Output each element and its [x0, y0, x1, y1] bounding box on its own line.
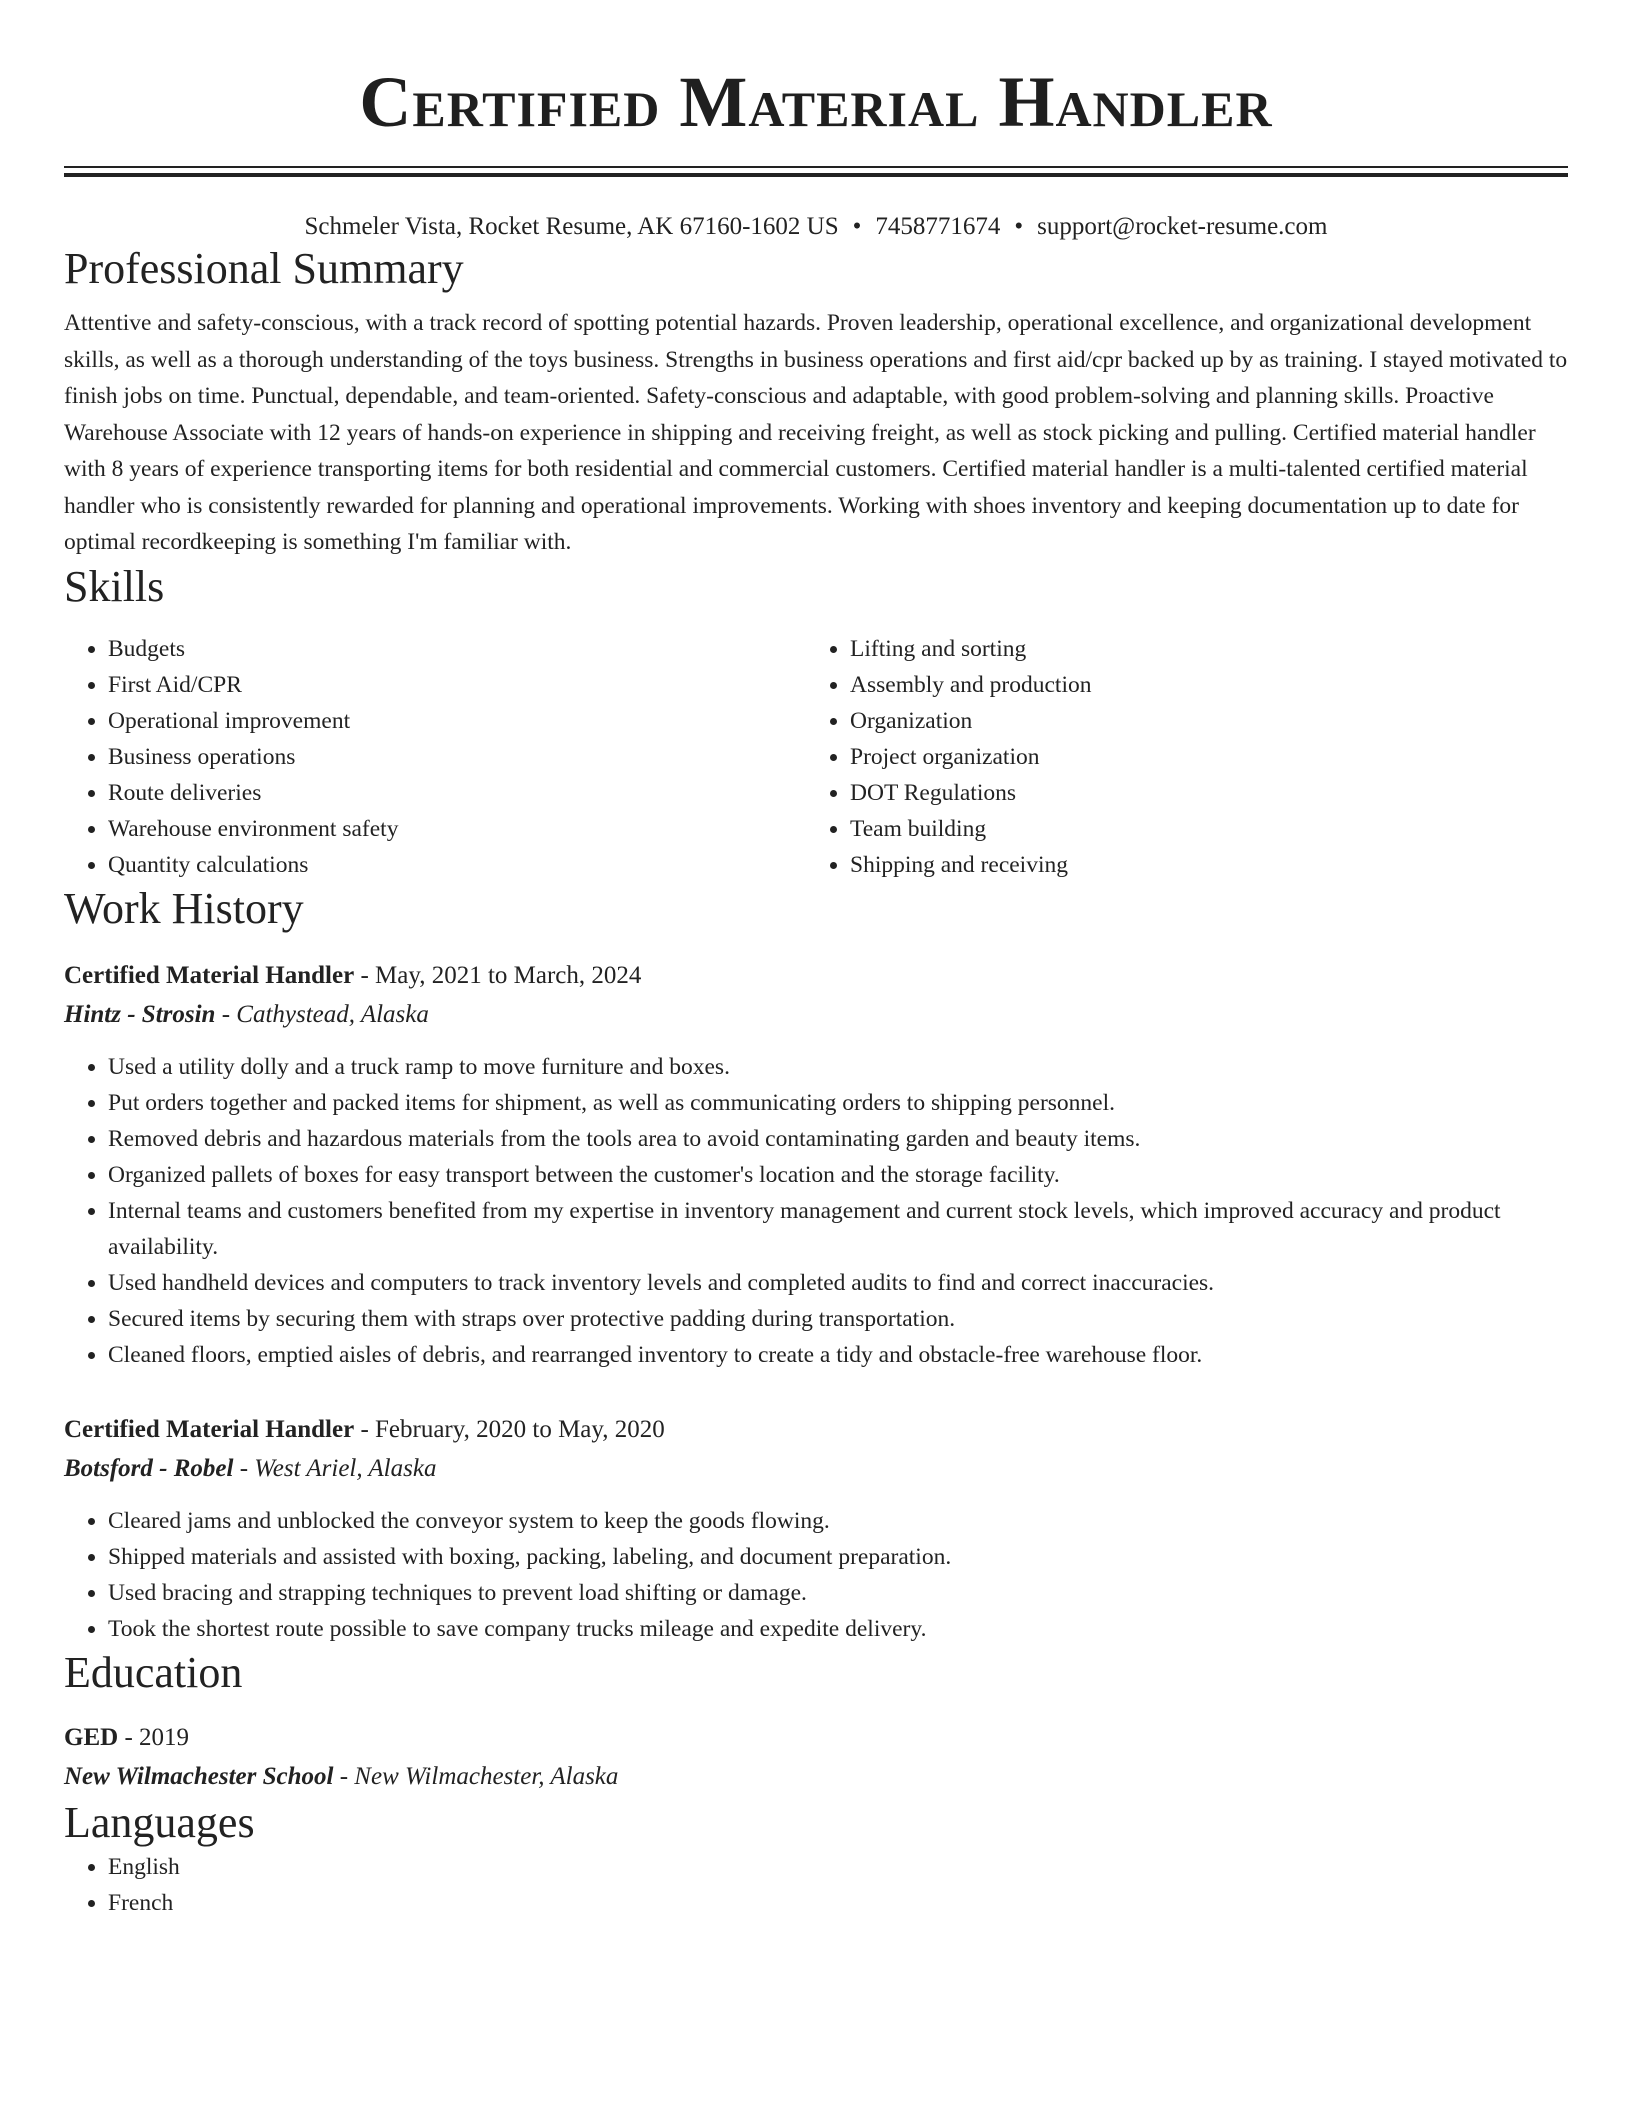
- languages-list: [64, 1849, 1568, 1921]
- skill-item: • Project organization: [850, 739, 1548, 775]
- resume-title: Certified Material Handler: [359, 62, 1273, 142]
- education-school-line: [64, 1757, 1568, 1797]
- job-duty: • Secured items by securing them with straps over protective padding during transportation.: [108, 1301, 1568, 1337]
- skill-item: • Shipping and receiving: [850, 847, 1548, 883]
- skill-item: • Business operations: [108, 739, 806, 775]
- job-duty: • Put orders together and packed items for shipment, as well as communicating orders to shipping personnel.: [108, 1085, 1568, 1121]
- skill-item: • Organization: [850, 703, 1548, 739]
- skill-item: • Lifting and sorting: [850, 631, 1548, 667]
- contact-phone: 7458771674: [875, 213, 1001, 240]
- education-location: - New Wilmachester, Alaska: [339, 1762, 619, 1790]
- job-duties-list: [64, 1503, 1568, 1647]
- resume-page: [64, 0, 1568, 1921]
- summary-heading: Professional Summary: [64, 244, 464, 293]
- job-company: Botsford - Robel: [64, 1454, 234, 1482]
- title-rule-thick: [64, 173, 1568, 177]
- skills-column-left: [64, 631, 806, 883]
- skill-item: • Warehouse environment safety: [108, 811, 806, 847]
- skill-item: • Budgets: [108, 631, 806, 667]
- job-duty: • Organized pallets of boxes for easy transport between the customer's location and the storage facility.: [108, 1157, 1568, 1193]
- skill-item: • Route deliveries: [108, 775, 806, 811]
- skill-item: • Assembly and production: [850, 667, 1548, 703]
- education-heading: Education: [64, 1647, 243, 1697]
- job-duty: • Used a utility dolly and a truck ramp to move furniture and boxes.: [108, 1049, 1568, 1085]
- job-entry: [64, 1411, 1568, 1647]
- skills-list-right: [806, 631, 1548, 883]
- job-duty: • Internal teams and customers benefited from my expertise in inventory management and current stock levels, which improved accuracy and product availability.: [108, 1193, 1568, 1265]
- summary-text: Attentive and safety-conscious, with a track record of spotting potential hazards. Proven leadership, operational excellence, and organizational development skills, as well as a thorough understanding of the toys business. Strengths in business operations and first aid/cpr backed up by as training. I stayed motivated to finish jobs on time. Punctual, dependable, and team-oriented. Safety-conscious and adaptable, with good problem-solving and planning skills. Proactive Warehouse Associate with 12 years of hands-on experience in shipping and receiving freight, as well as stock picking and pulling. Certified material handler with 8 years of experience transporting items for both residential and commercial customers. Certified material handler is a multi-talented certified material handler who is consistently rewarded for planning and operational improvements. Working with shoes inventory and keeping documentation up to date for optimal recordkeeping is something I'm familiar with.: [64, 310, 1568, 555]
- job-dates: - May, 2021 to March, 2024: [360, 961, 642, 989]
- contact-separator: •: [852, 213, 862, 240]
- job-location: - Cathystead, Alaska: [221, 1000, 429, 1028]
- skill-item: • DOT Regulations: [850, 775, 1548, 811]
- contact-address: Schmeler Vista, Rocket Resume, AK 67160-1602 US: [304, 213, 839, 240]
- skills-list-left: [64, 631, 806, 883]
- skill-item: • Operational improvement: [108, 703, 806, 739]
- contact-separator: •: [1014, 213, 1024, 240]
- job-duty: • Cleaned floors, emptied aisles of debris, and rearranged inventory to create a tidy and obstacle-free warehouse floor.: [108, 1337, 1568, 1373]
- job-title: Certified Material Handler: [64, 1415, 355, 1443]
- skills-column-right: [806, 631, 1548, 883]
- skills-columns: [64, 631, 1568, 883]
- job-duty: • Removed debris and hazardous materials from the tools area to avoid contaminating garden and beauty items.: [108, 1121, 1568, 1157]
- education-degree: GED: [64, 1723, 119, 1751]
- education-school: New Wilmachester School: [64, 1762, 334, 1790]
- job-duty: • Used handheld devices and computers to track inventory levels and completed audits to find and correct inaccuracies.: [108, 1265, 1568, 1301]
- title-rule-thin: [64, 166, 1568, 168]
- job-location: - West Ariel, Alaska: [239, 1454, 437, 1482]
- education-year: - 2019: [124, 1723, 190, 1751]
- job-duty: • Cleared jams and unblocked the conveyor system to keep the goods flowing.: [108, 1503, 1568, 1539]
- job-company-line: [64, 995, 1568, 1035]
- education-entry: [64, 1719, 1568, 1797]
- language-item: • English: [108, 1849, 1568, 1885]
- work-history-heading: Work History: [64, 883, 304, 933]
- job-duty: • Shipped materials and assisted with boxing, packing, labeling, and document preparation.: [108, 1539, 1568, 1575]
- contact-line: [64, 211, 1568, 243]
- languages-heading: Languages: [64, 1797, 255, 1847]
- skills-heading: Skills: [64, 561, 165, 611]
- skill-item: • Quantity calculations: [108, 847, 806, 883]
- education-degree-line: [64, 1719, 1568, 1757]
- job-entry: [64, 957, 1568, 1373]
- contact-email: support@rocket-resume.com: [1037, 213, 1328, 240]
- job-company: Hintz - Strosin: [64, 1000, 216, 1028]
- skill-item: • First Aid/CPR: [108, 667, 806, 703]
- job-title-line: [64, 957, 1568, 995]
- job-duty: • Took the shortest route possible to save company trucks mileage and expedite delivery.: [108, 1611, 1568, 1647]
- job-title: Certified Material Handler: [64, 961, 355, 989]
- skill-item: • Team building: [850, 811, 1548, 847]
- job-company-line: [64, 1449, 1568, 1489]
- title-double-rule: [64, 166, 1568, 178]
- job-duties-list: [64, 1049, 1568, 1373]
- job-title-line: [64, 1411, 1568, 1449]
- language-item: • French: [108, 1885, 1568, 1921]
- job-duty: • Used bracing and strapping techniques to prevent load shifting or damage.: [108, 1575, 1568, 1611]
- job-dates: - February, 2020 to May, 2020: [360, 1415, 665, 1443]
